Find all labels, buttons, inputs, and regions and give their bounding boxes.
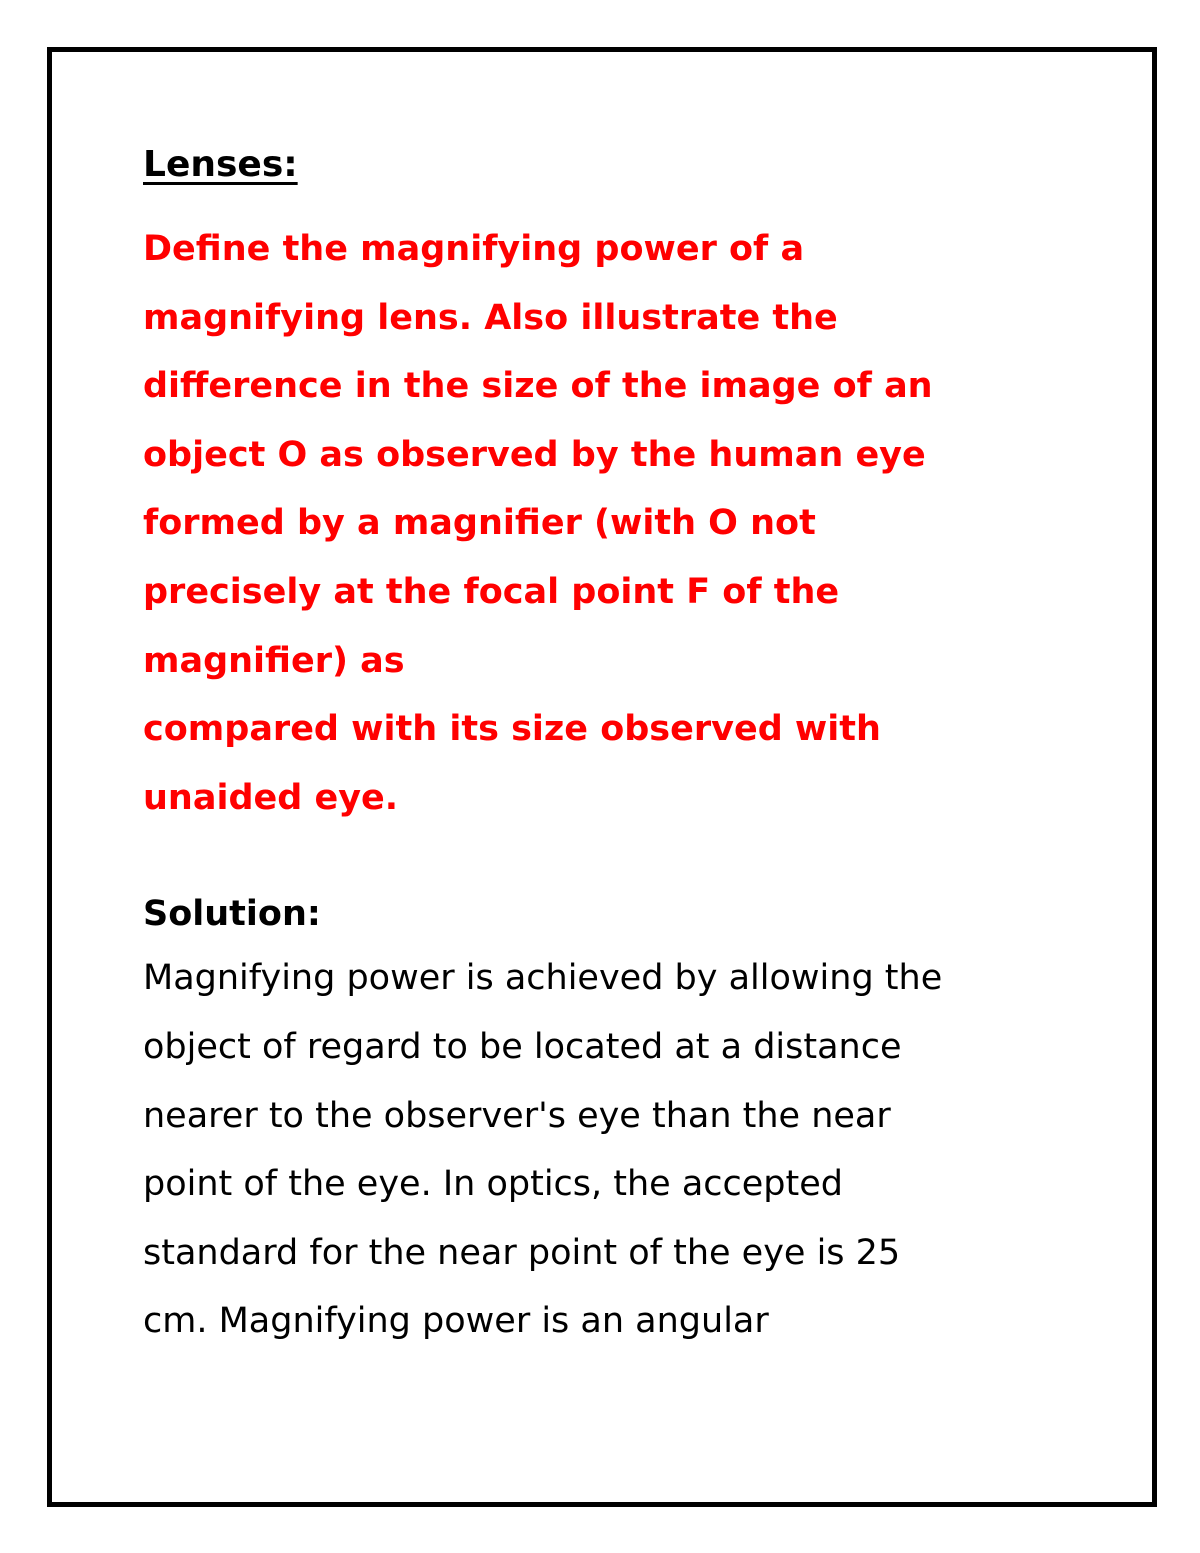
question-line: Define the magnifying power of a: [143, 229, 805, 269]
document-content: [143, 135, 1103, 1356]
question-text: [143, 215, 1103, 832]
question-line: object O as observed by the human eye: [143, 434, 926, 475]
answer-line: point of the eye. In optics, the accepted: [143, 1164, 843, 1205]
question-line: difference in the size of the image of an: [143, 366, 933, 407]
question-line: compared with its size observed with: [143, 709, 881, 750]
question-line: precisely at the focal point F of the: [143, 571, 840, 612]
answer-line: nearer to the observer's eye than the near: [143, 1095, 891, 1136]
question-line: formed by a magnifier (with O not: [143, 503, 816, 544]
answer-line: cm. Magnifying power is an angular: [143, 1301, 769, 1342]
answer-text: [143, 944, 1103, 1356]
answer-line: Magnifying power is achieved by allowing the: [143, 958, 943, 999]
question-line: magnifier) as: [143, 640, 405, 681]
answer-line: standard for the near point of the eye is 25: [143, 1232, 901, 1273]
section-heading: Lenses:: [143, 144, 298, 185]
solution-label: Solution:: [143, 894, 321, 935]
question-line: unaided eye.: [143, 777, 399, 818]
answer-line: object of regard to be located at a distance: [143, 1026, 902, 1067]
question-line: magnifying lens. Also illustrate the: [143, 297, 838, 338]
